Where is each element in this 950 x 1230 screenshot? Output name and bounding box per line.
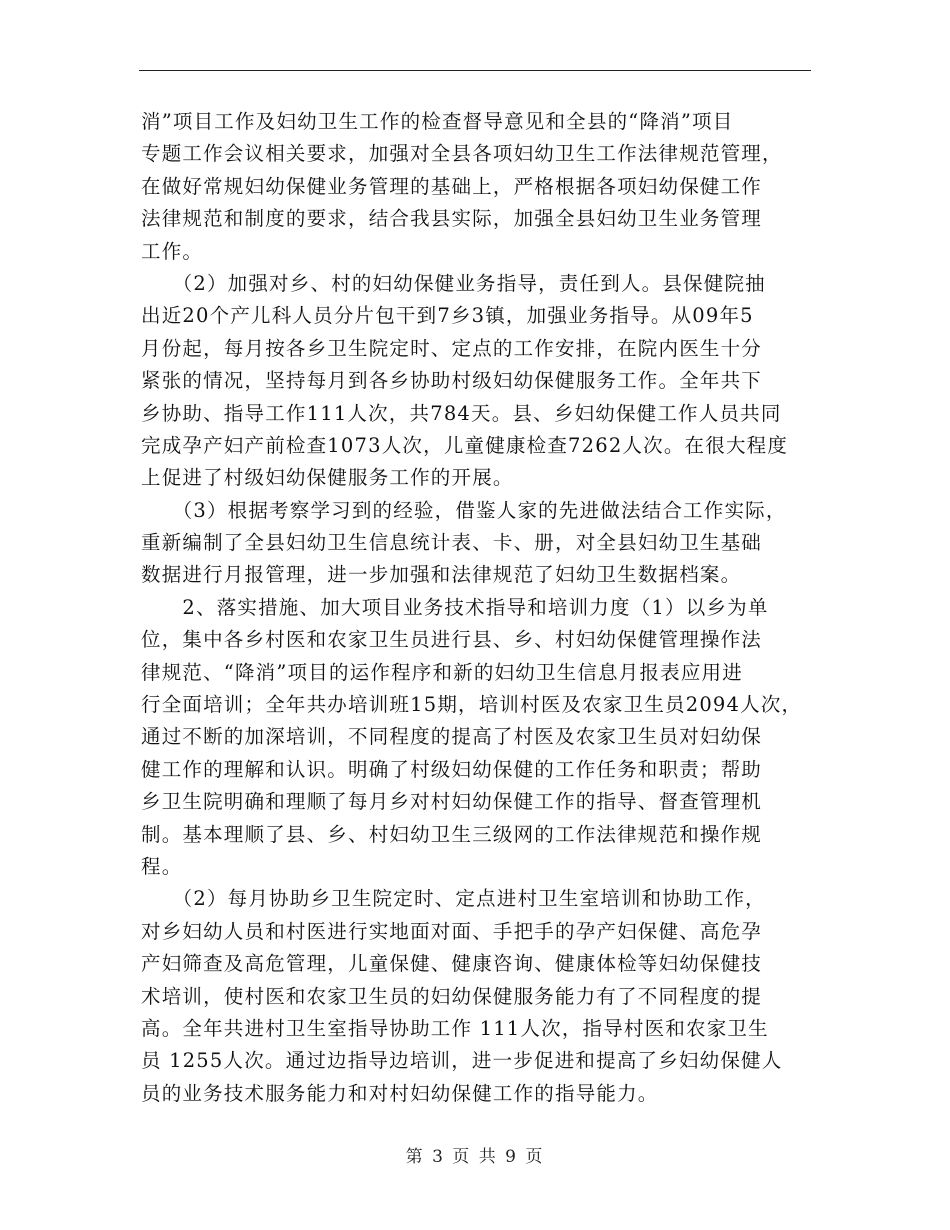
text-line: 通过不断的加深培训，不同程度的提高了村医及农家卫生员对妇幼保	[141, 725, 763, 749]
text-line: 员的业务技术服务能力和对村妇幼保健工作的指导能力。	[141, 1081, 659, 1105]
text-line: 2、落实措施、加大项目业务技术指导和培训力度（1）以乡为单	[141, 595, 769, 619]
text-line: 重新编制了全县妇幼卫生信息统计表、卡、册，对全县妇幼卫生基础	[141, 531, 763, 555]
text-line: 工作。	[141, 239, 204, 263]
text-line: 高。全年共进村卫生室指导协助工作 111人次，指导村医和农家卫生	[141, 1016, 769, 1040]
text-line: 乡卫生院明确和理顺了每月乡对村妇幼保健工作的指导、督查管理机	[141, 790, 763, 814]
text-line: 律规范、“降消”项目的运作程序和新的妇幼卫生信息月报表应用进	[141, 660, 743, 684]
text-line: 专题工作会议相关要求，加强对全县各项妇幼卫生工作法律规范管理，	[141, 142, 783, 166]
text-line: （3）根据考察学习到的经验，借鉴人家的先进做法结合工作实际，	[141, 498, 787, 522]
text-line: 程。	[141, 854, 183, 878]
header-rule	[139, 70, 811, 71]
text-line: 在做好常规妇幼保健业务管理的基础上，严格根据各项妇幼保健工作	[141, 174, 763, 198]
text-line: 紧张的情况，坚持每月到各乡协助村级妇幼保健服务工作。全年共下	[141, 369, 763, 393]
text-line: 健工作的理解和认识。明确了村级妇幼保健的工作任务和职责；帮助	[141, 757, 763, 781]
text-line: 产妇筛查及高危管理，儿童保健、健康咨询、健康体检等妇幼保健技	[141, 952, 763, 976]
text-line: 行全面培训；全年共办培训班15期，培训村医及农家卫生员2094人次，	[141, 693, 803, 717]
text-line: 法律规范和制度的要求，结合我县实际，加强全县妇幼卫生业务管理	[141, 207, 763, 231]
body-text	[141, 106, 831, 1110]
text-line: 月份起，每月按各乡卫生院定时、定点的工作安排，在院内医生十分	[141, 336, 763, 360]
text-line: 消”项目工作及妇幼卫生工作的检查督导意见和全县的“降消”项目	[141, 110, 734, 133]
text-line: 对乡妇幼人员和村医进行实地面对面、手把手的孕产妇保健、高危孕	[141, 919, 763, 943]
text-line: 出近20个产儿科人员分片包干到7乡3镇，加强业务指导。从09年5	[141, 304, 754, 328]
text-line: 位，集中各乡村医和农家卫生员进行县、乡、村妇幼保健管理操作法	[141, 628, 763, 652]
text-line: 上促进了村级妇幼保健服务工作的开展。	[141, 466, 514, 490]
text-line: 乡协助、指导工作111人次，共784天。县、乡妇幼保健工作人员共同	[141, 401, 782, 425]
text-line: （2）每月协助乡卫生院定时、定点进村卫生室培训和协助工作，	[141, 887, 766, 911]
text-line: （2）加强对乡、村的妇幼保健业务指导，责任到人。县保健院抽	[141, 271, 766, 295]
text-line: 制。基本理顺了县、乡、村妇幼卫生三级网的工作法律规范和操作规	[141, 822, 763, 846]
text-line: 数据进行月报管理，进一步加强和法律规范了妇幼卫生数据档案。	[141, 563, 742, 587]
text-line: 完成孕产妇产前检查1073人次，儿童健康检查7262人次。在很大程度	[141, 433, 789, 457]
text-line: 术培训，使村医和农家卫生员的妇幼保健服务能力有了不同程度的提	[141, 984, 763, 1008]
page-number-footer: 第 3 页 共 9 页	[405, 1147, 545, 1167]
text-line: 员 1255人次。通过边指导边培训，进一步促进和提高了乡妇幼保健人	[141, 1049, 783, 1073]
